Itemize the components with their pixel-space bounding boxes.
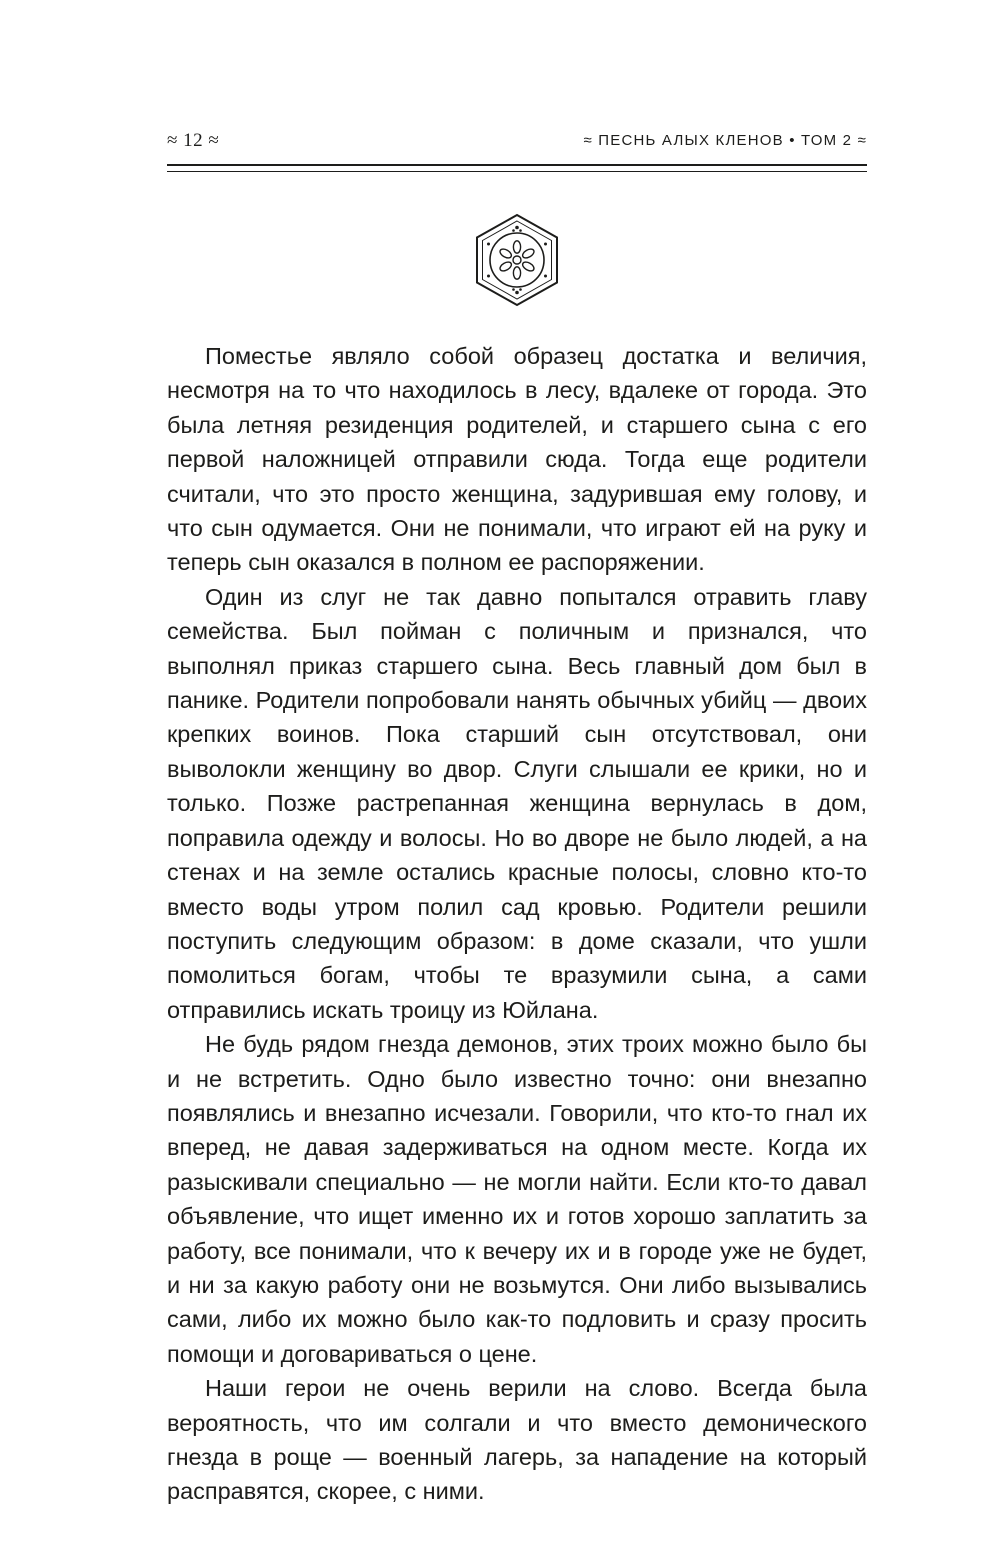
- paragraph: Наши герои не очень верили на слово. Всегда была вероятность, что им солгали и что вместо демонического гнезда в роще — военный лагерь, за нападение на который расправятся, скорее, с ними.: [167, 1375, 867, 1505]
- paragraph: Один из слуг не так давно попытался отравить главу семейства. Был пойман с поличным и признался, что выполнял приказ старшего сына. Весь главный дом был в панике. Родители попробовали нанять обычных убийц — двоих крепких воинов. Пока старший сын отсутствовал, они выволокли женщину во двор. Слуги слышали ее крики, но и только. Позже растрепанная женщина вернулась в дом, поправила одежду и волосы. Но во дворе не было людей, а на стенах и на земле остались красные полосы, словно кто-то вместо воды утром полил сад кровью. Родители решили поступить следующим образом: в доме сказали, что ушли помолиться богам, чтобы те вразумили сына, а сами отправились искать троицу из Юйлана.: [167, 583, 867, 1023]
- paragraph: Не будь рядом гнезда демонов, этих троих можно было бы и не встретить. Одно было известно точно: они внезапно появлялись и внезапно исчезали. Говорили, что кто-то гнал их вперед, не давая задерживаться на одном месте. Когда их разыскивали специально — не могли найти. Если кто-то давал объявление, что ищет именно их и готов хорошо заплатить за работу, все понимали, что к вечеру их и в городе уже не будет, и ни за какую работу они не возьмутся. Они либо вызывались сами, либо их можно было как-то подловить и сразу просить помощи и договариваться о цене.: [167, 1031, 867, 1367]
- page-number: ≈ 12 ≈: [167, 130, 220, 151]
- header-divider-thick: [167, 164, 867, 166]
- body-text: [167, 339, 867, 1509]
- header-divider-thin: [167, 171, 867, 172]
- hexagon-ornament-icon: [474, 213, 560, 307]
- page-header: [167, 130, 867, 154]
- paragraph: Поместье являло собой образец достатка и величия, несмотря на то что находилось в лесу, вдалеке от города. Это была летняя резиденция родителей, и старшего сына с его первой наложницей отправили сюда. Тогда еще родители считали, что это просто женщина, задурившая ему голову, и что сын одумается. Они не понимали, что играют ей на руку и теперь сын оказался в полном ее распоряжении.: [167, 343, 867, 576]
- running-title: ≈ ПЕСНЬ АЛЫХ КЛЕНОВ • ТОМ 2 ≈: [583, 132, 867, 149]
